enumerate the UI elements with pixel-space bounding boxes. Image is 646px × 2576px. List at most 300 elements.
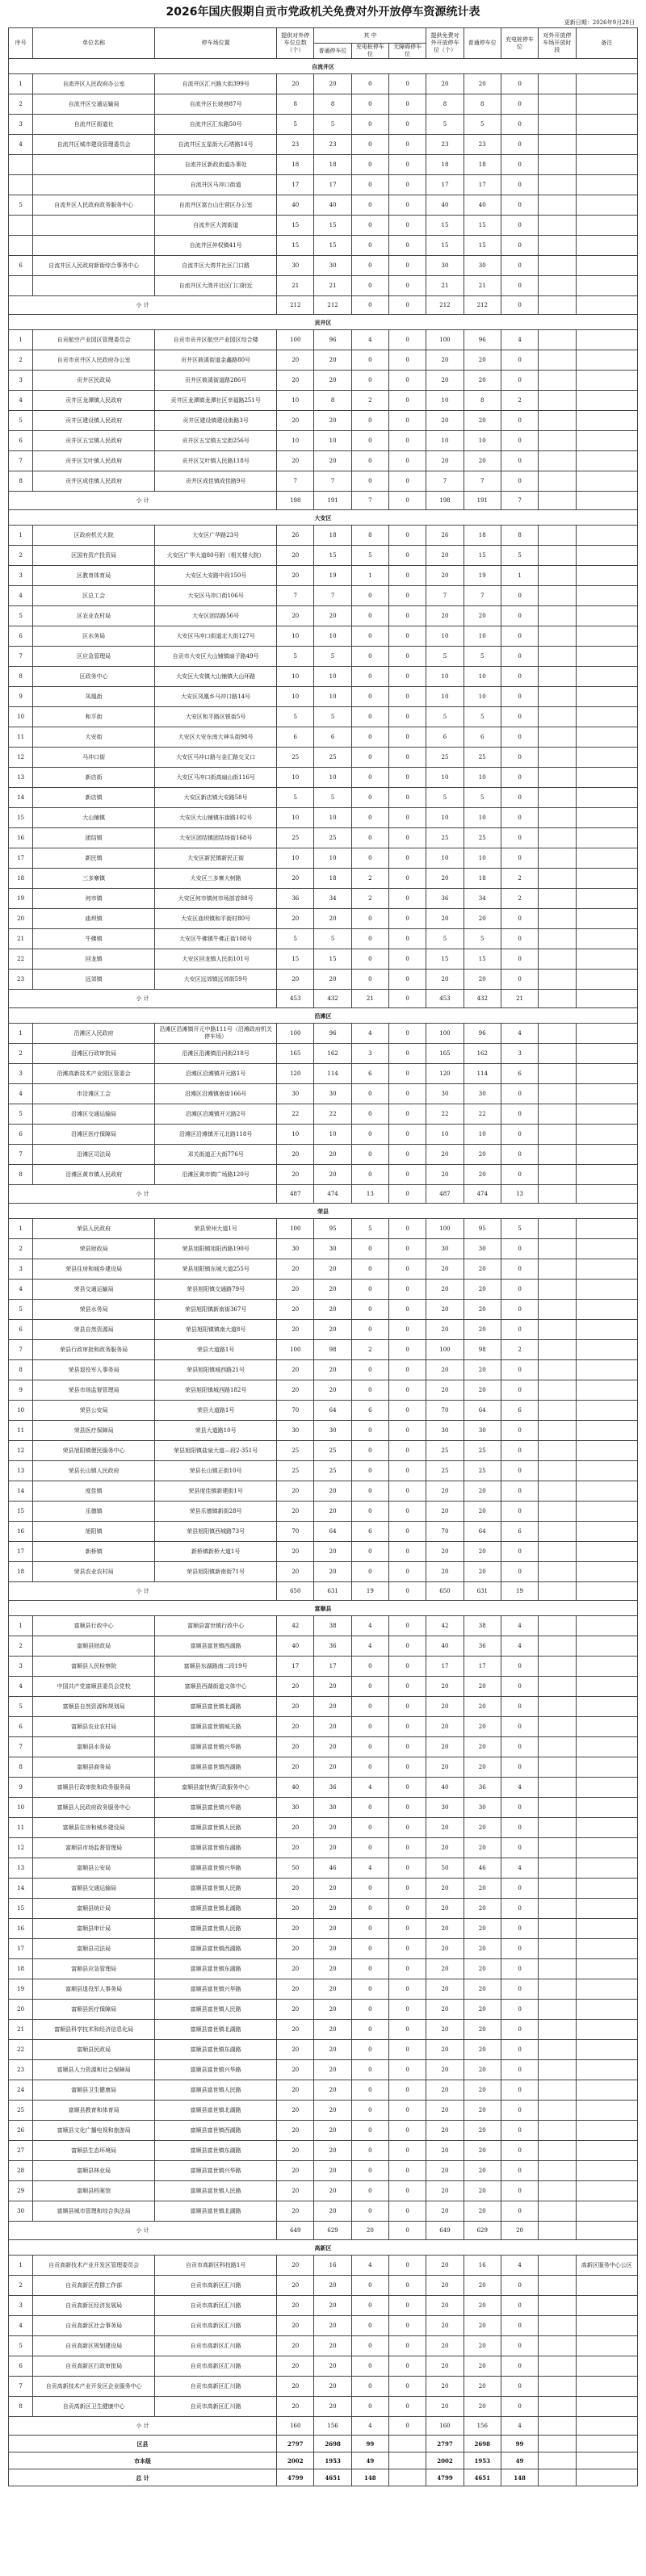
address-cell: 富顺县富世镇东湖路 — [155, 2141, 277, 2161]
regular-cell: 20 — [314, 1320, 351, 1340]
seq-cell: 27 — [9, 2141, 33, 2161]
unit-cell: 荣县人民政府 — [33, 1219, 155, 1239]
address-cell: 自贡市高新区汇川路 — [155, 2397, 277, 2417]
seq-cell: 2 — [9, 546, 33, 566]
regular-cell: 20 — [314, 1757, 351, 1778]
seq-cell: 12 — [9, 1838, 33, 1858]
unit-cell: 大安街 — [33, 727, 155, 748]
total-cell: 21 — [277, 276, 314, 296]
charging-cell: 0 — [351, 2201, 388, 2222]
address-cell: 自流井区大湾街道 — [155, 216, 277, 236]
unit-cell: 富顺县商务局 — [33, 1757, 155, 1778]
total-cell: 20 — [277, 2000, 314, 2020]
total-cell: 7 — [277, 471, 314, 492]
remark-cell — [576, 1104, 638, 1125]
time-cell — [539, 2040, 576, 2060]
regular-cell: 15 — [314, 546, 351, 566]
time-cell — [539, 391, 576, 411]
address-cell: 沿滩区沿滩镇开元路2号 — [155, 1104, 277, 1125]
total-cell: 30 — [277, 1798, 314, 1818]
free-total-cell: 10 — [426, 848, 464, 869]
free-charging-cell: 0 — [501, 2040, 538, 2060]
free-total-cell: 165 — [426, 1044, 464, 1064]
regular-cell: 20 — [314, 2000, 351, 2020]
remark-cell — [576, 2316, 638, 2336]
seq-cell — [9, 175, 33, 195]
total-cell: 100 — [277, 1340, 314, 1360]
charging-cell: 0 — [351, 1879, 388, 1899]
barrier-free-cell: 0 — [389, 546, 426, 566]
total-cell: 20 — [277, 2080, 314, 2101]
free-charging-cell: 6 — [501, 1401, 538, 1421]
unit-cell: 贡井区建设镇人民政府 — [33, 411, 155, 431]
regular-cell: 20 — [314, 1737, 351, 1757]
subtotal-value: 19 — [501, 1582, 538, 1601]
address-cell: 大安区庙坝镇和平街村80号 — [155, 909, 277, 929]
unit-cell: 区教育体育局 — [33, 566, 155, 586]
free-total-cell: 6 — [426, 727, 464, 748]
remark-cell — [576, 788, 638, 808]
seq-cell: 4 — [9, 1280, 33, 1300]
total-cell: 20 — [277, 970, 314, 990]
unit-cell: 何市镇 — [33, 889, 155, 909]
regular-cell: 20 — [314, 1562, 351, 1582]
table-row — [9, 391, 638, 411]
regular-cell: 20 — [314, 1979, 351, 2000]
barrier-free-cell: 0 — [389, 1737, 426, 1757]
barrier-free-cell: 0 — [389, 1939, 426, 1959]
free-regular-cell: 10 — [464, 768, 501, 788]
barrier-free-cell: 0 — [389, 970, 426, 990]
charging-cell: 0 — [351, 1421, 388, 1441]
total-cell: 50 — [277, 1858, 314, 1879]
region-name: 富顺县 — [9, 1601, 638, 1616]
table-row — [9, 586, 638, 606]
total-cell: 25 — [277, 748, 314, 768]
unit-cell: 富顺县民政局 — [33, 2040, 155, 2060]
subtotal-label: 小 计 — [9, 2417, 277, 2436]
seq-cell: 20 — [9, 909, 33, 929]
regular-cell: 15 — [314, 949, 351, 970]
unit-cell: 贡井区民政局 — [33, 371, 155, 391]
barrier-free-cell: 0 — [389, 216, 426, 236]
free-regular-cell: 21 — [464, 276, 501, 296]
free-regular-cell: 20 — [464, 2141, 501, 2161]
barrier-free-cell: 0 — [389, 1104, 426, 1125]
address-cell: 荣县大道路10号 — [155, 1421, 277, 1441]
barrier-free-cell: 0 — [389, 2397, 426, 2417]
unit-cell: 区农业农村局 — [33, 606, 155, 626]
seq-cell: 4 — [9, 135, 33, 155]
time-cell — [539, 94, 576, 115]
seq-cell: 8 — [9, 1360, 33, 1380]
empty-cell — [389, 2469, 426, 2486]
address-cell: 沿滩区沿滩镇开元中路111号（沿滩政府机关停车场） — [155, 1024, 277, 1044]
remark-cell — [576, 2276, 638, 2296]
remark-cell — [576, 626, 638, 647]
unit-cell: 和平街 — [33, 707, 155, 727]
subtotal-label: 小 计 — [9, 2222, 277, 2240]
barrier-free-cell: 0 — [389, 1421, 426, 1441]
header-charging: 充电桩停车位 — [351, 44, 388, 59]
seq-cell: 19 — [9, 889, 33, 909]
total-cell: 30 — [277, 1084, 314, 1104]
table-row — [9, 155, 638, 175]
regular-cell: 30 — [314, 256, 351, 276]
table-row — [9, 135, 638, 155]
seq-cell: 2 — [9, 350, 33, 371]
free-regular-cell: 20 — [464, 909, 501, 929]
charging-cell: 0 — [351, 2121, 388, 2141]
remark-cell — [576, 1461, 638, 1481]
address-cell: 富顺县富世镇兴华路 — [155, 1979, 277, 2000]
empty-cell — [539, 2222, 576, 2240]
address-cell: 荣县旭阳镇新南街71号 — [155, 1562, 277, 1582]
time-cell — [539, 195, 576, 216]
header-seq: 序号 — [9, 28, 33, 59]
total-cell: 30 — [277, 1239, 314, 1259]
free-charging-cell: 6 — [501, 1064, 538, 1084]
address-cell: 自流井区仲权镇41号 — [155, 236, 277, 256]
barrier-free-cell: 0 — [389, 869, 426, 889]
address-cell: 荣县旭阳镇东城大道255号 — [155, 1259, 277, 1280]
remark-cell — [576, 1979, 638, 2000]
free-charging-cell: 0 — [501, 929, 538, 949]
barrier-free-cell: 0 — [389, 1340, 426, 1360]
table-row — [9, 2201, 638, 2222]
time-cell — [539, 216, 576, 236]
free-charging-cell: 0 — [501, 115, 538, 135]
table-row — [9, 808, 638, 828]
seq-cell: 3 — [9, 1259, 33, 1280]
address-cell: 沿滩区沿滩镇开元路1号 — [155, 1064, 277, 1084]
address-cell: 荣县旭阳镇城西路182号 — [155, 1380, 277, 1401]
free-total-cell: 8 — [426, 94, 464, 115]
table-row — [9, 1562, 638, 1582]
remark-cell — [576, 1616, 638, 1636]
free-regular-cell: 30 — [464, 1239, 501, 1259]
regular-cell: 20 — [314, 2141, 351, 2161]
free-regular-cell: 25 — [464, 828, 501, 848]
seq-cell: 2 — [9, 2276, 33, 2296]
charging-cell: 0 — [351, 350, 388, 371]
regular-cell: 30 — [314, 1239, 351, 1259]
regular-cell: 7 — [314, 586, 351, 606]
charging-cell: 4 — [351, 330, 388, 350]
empty-cell — [389, 2452, 426, 2469]
free-charging-cell: 0 — [501, 1697, 538, 1717]
total-cell: 20 — [277, 411, 314, 431]
free-regular-cell: 114 — [464, 1064, 501, 1084]
charging-cell: 0 — [351, 2000, 388, 2020]
regular-cell: 25 — [314, 1461, 351, 1481]
barrier-free-cell: 0 — [389, 1677, 426, 1697]
remark-cell — [576, 1401, 638, 1421]
unit-cell: 新桥镇 — [33, 1542, 155, 1562]
barrier-free-cell: 0 — [389, 1165, 426, 1185]
remark-cell — [576, 1542, 638, 1562]
free-total-cell: 10 — [426, 768, 464, 788]
charging-cell: 0 — [351, 970, 388, 990]
free-regular-cell: 20 — [464, 2296, 501, 2316]
seq-cell: 13 — [9, 1858, 33, 1879]
empty-cell — [539, 2436, 576, 2452]
remark-cell — [576, 748, 638, 768]
remark-cell — [576, 1562, 638, 1582]
time-cell — [539, 1939, 576, 1959]
address-cell: 富顺县富世镇东湖路 — [155, 2040, 277, 2060]
header-free-regular: 普通停车位 — [464, 28, 501, 59]
total-cell: 10 — [277, 848, 314, 869]
address-cell: 自流井区马冲口街道 — [155, 175, 277, 195]
free-charging-cell: 4 — [501, 2256, 538, 2276]
remark-cell — [576, 869, 638, 889]
unit-cell: 新店镇 — [33, 788, 155, 808]
seq-cell: 3 — [9, 371, 33, 391]
free-total-cell: 20 — [426, 1899, 464, 1919]
regular-cell: 20 — [314, 1360, 351, 1380]
free-total-cell: 17 — [426, 1657, 464, 1677]
regular-cell: 5 — [314, 929, 351, 949]
time-cell — [539, 2141, 576, 2161]
time-cell — [539, 869, 576, 889]
total-value: 2797 — [277, 2436, 314, 2452]
remark-cell — [576, 768, 638, 788]
free-regular-cell: 20 — [464, 2161, 501, 2181]
empty-cell — [539, 2469, 576, 2486]
free-charging-cell: 0 — [501, 667, 538, 687]
charging-cell: 0 — [351, 1562, 388, 1582]
barrier-free-cell: 0 — [389, 1219, 426, 1239]
regular-cell: 36 — [314, 1778, 351, 1798]
subtotal-value: 4 — [351, 2417, 388, 2436]
table-row — [9, 1084, 638, 1104]
regular-cell: 20 — [314, 451, 351, 471]
unit-cell: 沿滩区人民政府 — [33, 1024, 155, 1044]
free-charging-cell: 0 — [501, 949, 538, 970]
free-total-cell: 20 — [426, 2060, 464, 2080]
total-value: 99 — [501, 2436, 538, 2452]
charging-cell: 0 — [351, 707, 388, 727]
free-total-cell: 20 — [426, 546, 464, 566]
barrier-free-cell: 0 — [389, 2060, 426, 2080]
free-charging-cell: 0 — [501, 411, 538, 431]
free-regular-cell: 25 — [464, 1461, 501, 1481]
regular-cell: 46 — [314, 1858, 351, 1879]
free-regular-cell: 20 — [464, 1280, 501, 1300]
table-row — [9, 1380, 638, 1401]
unit-cell: 区水务局 — [33, 626, 155, 647]
subtotal-value: 160 — [277, 2417, 314, 2436]
total-cell: 20 — [277, 1360, 314, 1380]
subtotal-value: 212 — [277, 296, 314, 315]
remark-cell — [576, 808, 638, 828]
regular-cell: 20 — [314, 1300, 351, 1320]
regular-cell: 20 — [314, 1380, 351, 1401]
time-cell — [539, 727, 576, 748]
barrier-free-cell: 0 — [389, 1542, 426, 1562]
charging-cell: 0 — [351, 606, 388, 626]
total-cell: 20 — [277, 2276, 314, 2296]
free-total-cell: 70 — [426, 1401, 464, 1421]
table-row — [9, 546, 638, 566]
free-regular-cell: 20 — [464, 1300, 501, 1320]
remark-cell — [576, 1024, 638, 1044]
free-charging-cell: 0 — [501, 216, 538, 236]
barrier-free-cell: 0 — [389, 1798, 426, 1818]
free-charging-cell: 0 — [501, 768, 538, 788]
charging-cell: 0 — [351, 471, 388, 492]
time-cell — [539, 889, 576, 909]
subtotal-value: 198 — [426, 492, 464, 510]
time-cell — [539, 1360, 576, 1380]
regular-cell: 20 — [314, 1165, 351, 1185]
barrier-free-cell: 0 — [389, 115, 426, 135]
unit-cell: 富顺县科学技术和经济信息化局 — [33, 2020, 155, 2040]
subtotal-label: 小 计 — [9, 492, 277, 510]
charging-cell: 0 — [351, 195, 388, 216]
free-total-cell: 5 — [426, 115, 464, 135]
table-row — [9, 2121, 638, 2141]
free-regular-cell: 20 — [464, 2356, 501, 2377]
time-cell — [539, 2296, 576, 2316]
address-cell: 大安区大安镇大山铺镇大山环路 — [155, 667, 277, 687]
time-cell — [539, 1522, 576, 1542]
time-cell — [539, 256, 576, 276]
table-row — [9, 1737, 638, 1757]
total-cell: 20 — [277, 606, 314, 626]
time-cell — [539, 788, 576, 808]
seq-cell: 5 — [9, 2336, 33, 2356]
remark-cell — [576, 1677, 638, 1697]
seq-cell: 24 — [9, 2080, 33, 2101]
free-regular-cell: 25 — [464, 1441, 501, 1461]
free-regular-cell: 20 — [464, 1737, 501, 1757]
time-cell — [539, 707, 576, 727]
remark-cell — [576, 1899, 638, 1919]
total-cell: 20 — [277, 2141, 314, 2161]
regular-cell: 7 — [314, 471, 351, 492]
unit-cell: 乐德镇 — [33, 1502, 155, 1522]
time-cell — [539, 949, 576, 970]
regular-cell: 20 — [314, 2060, 351, 2080]
free-total-cell: 30 — [426, 1798, 464, 1818]
charging-cell: 0 — [351, 256, 388, 276]
time-cell — [539, 2201, 576, 2222]
total-cell: 20 — [277, 1280, 314, 1300]
charging-cell: 0 — [351, 2161, 388, 2181]
subtotal-row — [9, 492, 638, 510]
free-regular-cell: 20 — [464, 350, 501, 371]
free-regular-cell: 20 — [464, 1502, 501, 1522]
table-row — [9, 451, 638, 471]
seq-cell: 3 — [9, 115, 33, 135]
seq-cell: 1 — [9, 526, 33, 546]
address-cell: 自贡市贡井区航空产业园区综合楼 — [155, 330, 277, 350]
seq-cell: 13 — [9, 768, 33, 788]
total-cell: 20 — [277, 1757, 314, 1778]
free-total-cell: 70 — [426, 1522, 464, 1542]
regular-cell: 20 — [314, 2040, 351, 2060]
seq-cell: 1 — [9, 1219, 33, 1239]
time-cell — [539, 909, 576, 929]
free-regular-cell: 20 — [464, 1939, 501, 1959]
remark-cell — [576, 2020, 638, 2040]
charging-cell: 0 — [351, 909, 388, 929]
free-regular-cell: 34 — [464, 889, 501, 909]
time-cell — [539, 2000, 576, 2020]
free-charging-cell: 0 — [501, 1757, 538, 1778]
free-total-cell: 20 — [426, 74, 464, 94]
unit-cell: 荣县市场监督管理局 — [33, 1380, 155, 1401]
seq-cell: 1 — [9, 2256, 33, 2276]
charging-cell: 4 — [351, 1024, 388, 1044]
free-charging-cell: 0 — [501, 1380, 538, 1401]
charging-cell: 0 — [351, 788, 388, 808]
unit-cell: 旭阳镇 — [33, 1522, 155, 1542]
free-charging-cell: 0 — [501, 276, 538, 296]
remark-cell — [576, 1879, 638, 1899]
table-row — [9, 1239, 638, 1259]
total-cell: 70 — [277, 1401, 314, 1421]
regular-cell: 20 — [314, 1502, 351, 1522]
barrier-free-cell: 0 — [389, 526, 426, 546]
address-cell: 富顺县富世镇北湖路 — [155, 1697, 277, 1717]
subtotal-value: 0 — [389, 2417, 426, 2436]
address-cell: 自流井区新政街道办事处 — [155, 155, 277, 175]
free-total-cell: 20 — [426, 1818, 464, 1838]
address-cell: 大安区团结路56号 — [155, 606, 277, 626]
seq-cell: 17 — [9, 848, 33, 869]
address-cell: 新桥镇新桥大道1号 — [155, 1542, 277, 1562]
unit-cell: 富顺县人民政府政务服务中心 — [33, 1798, 155, 1818]
charging-cell: 4 — [351, 1616, 388, 1636]
address-cell: 邓关街道正大街776号 — [155, 1145, 277, 1165]
remark-cell — [576, 411, 638, 431]
free-total-cell: 17 — [426, 175, 464, 195]
remark-cell — [576, 1919, 638, 1939]
subtotal-value: 0 — [389, 2222, 426, 2240]
time-cell — [539, 2161, 576, 2181]
regular-cell: 18 — [314, 526, 351, 546]
table-row — [9, 1461, 638, 1481]
free-total-cell: 20 — [426, 1697, 464, 1717]
charging-cell: 0 — [351, 1280, 388, 1300]
regular-cell: 20 — [314, 1838, 351, 1858]
address-cell: 贡井区建设镇建设街路3号 — [155, 411, 277, 431]
seq-cell: 5 — [9, 606, 33, 626]
remark-cell — [576, 586, 638, 606]
barrier-free-cell: 0 — [389, 1239, 426, 1259]
empty-cell — [539, 296, 576, 315]
total-cell: 20 — [277, 1502, 314, 1522]
free-charging-cell: 0 — [501, 1899, 538, 1919]
seq-cell: 6 — [9, 1320, 33, 1340]
regular-cell: 20 — [314, 2161, 351, 2181]
address-cell: 富顺县富世镇北湖路 — [155, 2101, 277, 2121]
time-cell — [539, 2080, 576, 2101]
charging-cell: 0 — [351, 687, 388, 707]
unit-cell — [33, 216, 155, 236]
free-total-cell: 30 — [426, 1421, 464, 1441]
time-cell — [539, 1636, 576, 1657]
remark-cell — [576, 1838, 638, 1858]
seq-cell: 15 — [9, 1899, 33, 1919]
barrier-free-cell: 0 — [389, 471, 426, 492]
subtotal-value: 7 — [351, 492, 388, 510]
total-cell: 20 — [277, 2060, 314, 2080]
regular-cell: 95 — [314, 1219, 351, 1239]
